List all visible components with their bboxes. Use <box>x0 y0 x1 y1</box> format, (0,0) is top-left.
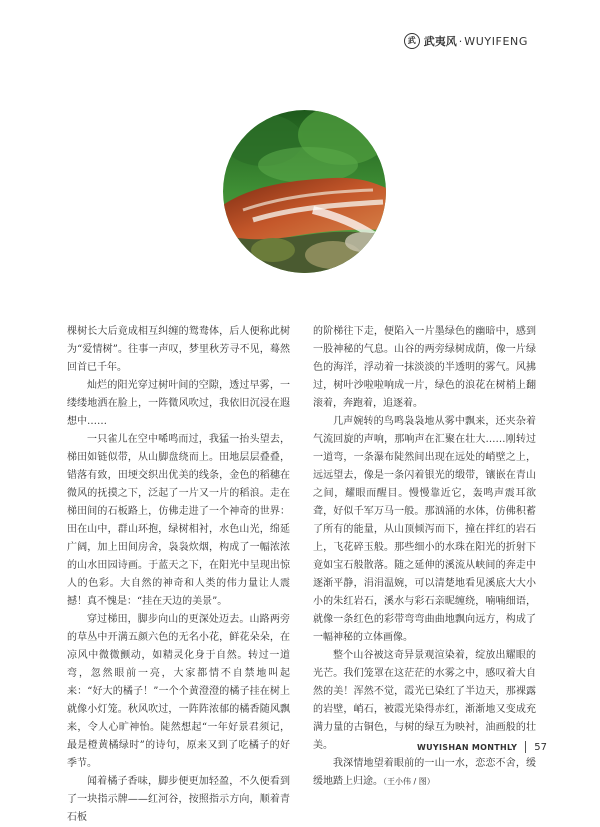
magazine-name: WUYISHAN MONTHLY <box>417 742 518 752</box>
paragraph <box>313 755 536 791</box>
closing-text: 我深情地望着眼前的一山一水，恋恋不舍，缓缓地踏上归途。 <box>313 758 536 787</box>
paragraph: 一只雀儿在空中唏鸣而过，我猛一抬头望去，梯田如链似带，从山脚盘绕而上。田地层层叠叠，错落有致，田埂交织出优美的线条，金色的稻穗在微风的抚摸之下，泛起了一片又一片的稻浪。走在梯田间的石板路上，仿佛走进了一个神奇的世界：田在山中，群山环抱，绿树相衬，水色山光，绵延广阔，加上田间房舍，袅袅炊烟，构成了一幅浓浓的山水田园诗画。于蓝天之下，在阳光中呈现出惊人的色彩。大自然的神奇和人类的伟力量让人震撼！真不愧是：“挂在天边的美景”。 <box>67 434 290 607</box>
paragraph: 棵树长大后竟成相互纠缠的鸳鸯体，后人便称此树为“爱情树”。往事一声叹，梦里秋芳寻不见，蓦然回首已千年。 <box>67 326 290 373</box>
paragraph: 闻着橘子香味，脚步便更加轻盈，不久便看到了一块指示牌——红河谷，按照指示方向，顺着青石板 <box>67 776 290 823</box>
article-column-left <box>67 323 290 827</box>
photo-illustration <box>223 110 386 273</box>
brand-logo-icon: 武 <box>404 33 420 49</box>
photo-credit: （王小伟 / 图） <box>383 777 435 786</box>
paragraph: 的阶梯往下走，便陷入一片墨绿色的幽暗中，感到一股神秘的气息。山谷的两旁绿树成荫，像一片绿色的海洋，浮动着一抹淡淡的半透明的雾气。风拂过，树叶沙啦啦响成一片，绿色的浪花在树梢上翻滚着，奔跑着，追逐着。 <box>313 326 536 409</box>
paragraph: 灿烂的阳光穿过树叶间的空隙，透过早雾，一缕缕地洒在脸上，一阵微风吹过，我依旧沉浸在遐想中…… <box>67 380 290 427</box>
paragraph: 几声婉转的鸟鸣袅袅地从雾中飘来，还夹杂着气流回旋的声响，那响声在汇聚在壮大……刚转过一道弯，一条瀑布陡然间出现在远处的峭壁之上，远远望去，像是一条闪着银光的缎带，镶嵌在青山之间，耀眼而醒目。慢慢靠近它，轰鸣声震耳欲聋，好似千军万马一般。那汹涌的水体，仿佛积蓄了所有的能量，从山顶倾泻而下，撞在拌红的岩石上，飞花碎玉般。那些细小的水珠在阳光的折射下竟如宝石般散落。随之延伸的溪流从峡间的奔走中逐渐平静，涓涓温婉，可以清楚地看见溪底大大小小的朱红岩石，溪水与彩石亲昵缠绕，喃喃细语，就像一条红色的彩带弯弯曲曲地飘向远方，构成了一幅神秘的立体画像。 <box>313 416 536 643</box>
article-column-right <box>313 323 536 791</box>
paragraph: 穿过梯田，脚步向山的更深处迈去。山路两旁的草丛中开满五颜六色的无名小花，鲜花朵朵，在凉风中微微颤动，如精灵化身于自然。转过一道弯，忽然眼前一亮，大家都情不自禁地叫起来：“好大的橘子！”一个个黄澄澄的橘子挂在树上就像小灯笼。秋风吹过，一阵阵浓郁的橘香随风飘来，令人心旷神怡。陡然想起“一年好景君须记，最是橙黄橘绿时”的诗句，原来又到了吃橘子的好季节。 <box>67 614 290 769</box>
paragraph: 整个山谷被这奇异景观渲染着，绽放出耀眼的光芒。我们笼罩在这茫茫的水雾之中，感叹着大自然的美！浑然不觉，霞光已染红了半边天，那裸露的岩壁，峭石，被霞光染得赤红，渐渐地又变成充满力量的古铜色，与树的绿互为映衬，油画般的壮美。 <box>313 650 536 751</box>
section-name-cn: 武夷风 <box>423 35 457 48</box>
page-header <box>404 33 528 49</box>
footer-divider <box>525 741 526 753</box>
brand-separator: · <box>458 34 463 48</box>
section-name-en: WUYIFENG <box>464 34 528 48</box>
landscape-photo-icon <box>223 110 386 273</box>
page-number: 57 <box>534 741 548 753</box>
page-footer <box>417 741 547 753</box>
